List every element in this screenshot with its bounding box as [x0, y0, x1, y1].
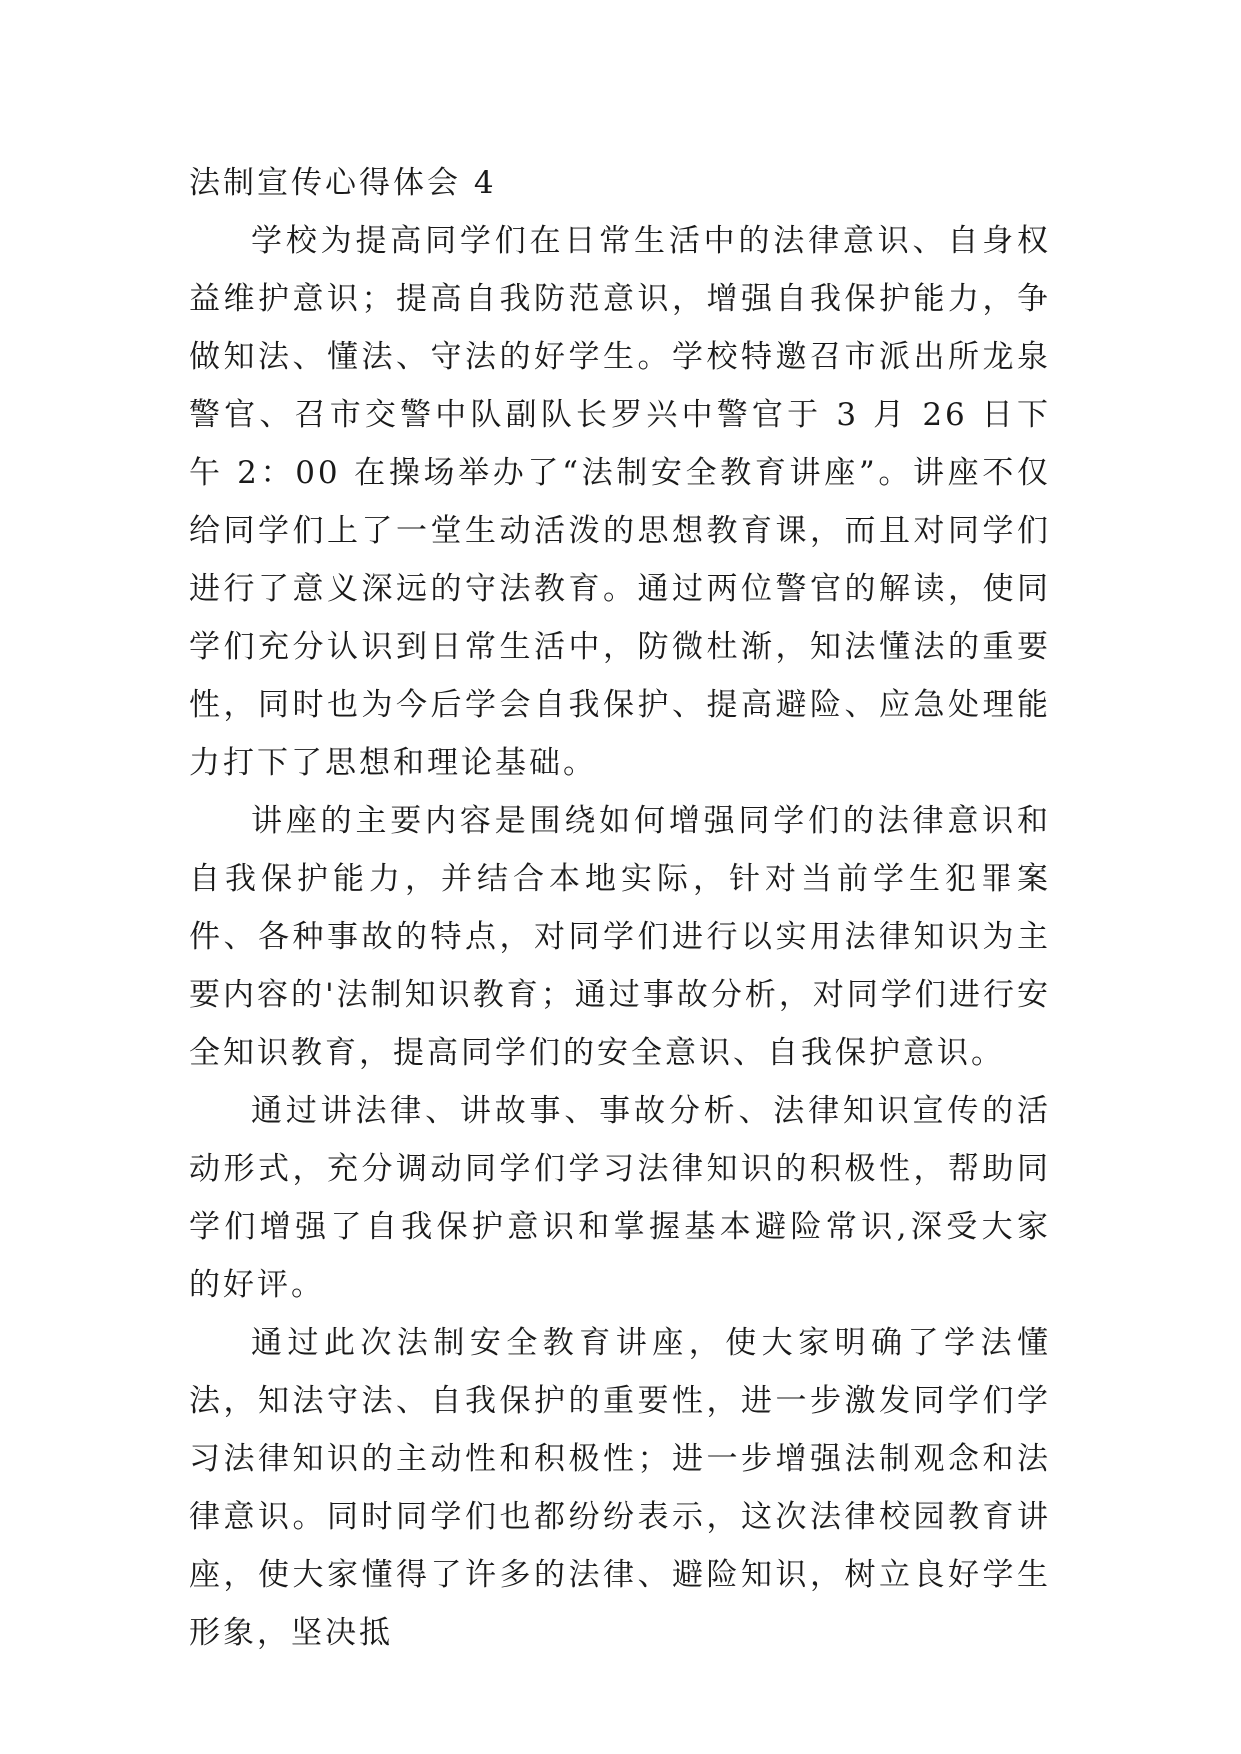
- document-title: 法制宣传心得体会 4: [189, 165, 497, 201]
- paragraph-4: 通过此次法制安全教育讲座，使大家明确了学法懂法，知法守法、自我保护的重要性，进一步激发同学们学习法律知识的主动性和积极性；进一步增强法制观念和法律意识。同时同学们也都纷纷表示，这次法律校园教育讲座，使大家懂得了许多的法律、避险知识，树立良好学生形象，坚决抵: [189, 1325, 1051, 1651]
- paragraph-3: 通过讲法律、讲故事、事故分析、法律知识宣传的活动形式，充分调动同学们学习法律知识的积极性，帮助同学们增强了自我保护意识和掌握基本避险常识,深受大家的好评。: [189, 1093, 1051, 1303]
- paragraph-2: 讲座的主要内容是围绕如何增强同学们的法律意识和自我保护能力，并结合本地实际，针对当前学生犯罪案件、各种事故的特点，对同学们进行以实用法律知识为主要内容的'法制知识教育；通过事故分析，对同学们进行安全知识教育，提高同学们的安全意识、自我保护意识。: [189, 803, 1051, 1071]
- document-body: [189, 142, 1051, 1662]
- paragraph-1: 学校为提高同学们在日常生活中的法律意识、自身权益维护意识；提高自我防范意识，增强自我保护能力，争做知法、懂法、守法的好学生。学校特邀召市派出所龙泉警官、召市交警中队副队长罗兴中警官于 3 月 26 日下午 2：00 在操场举办了“法制安全教育讲座”。讲座不仅给同学们上了一堂生动活泼的思想教育课，而且对同学们进行了意义深远的守法教育。通过两位警官的解读，使同学们充分认识到日常生活中，防微杜渐，知法懂法的重要性，同时也为今后学会自我保护、提高避险、应急处理能力打下了思想和理论基础。: [189, 223, 1051, 781]
